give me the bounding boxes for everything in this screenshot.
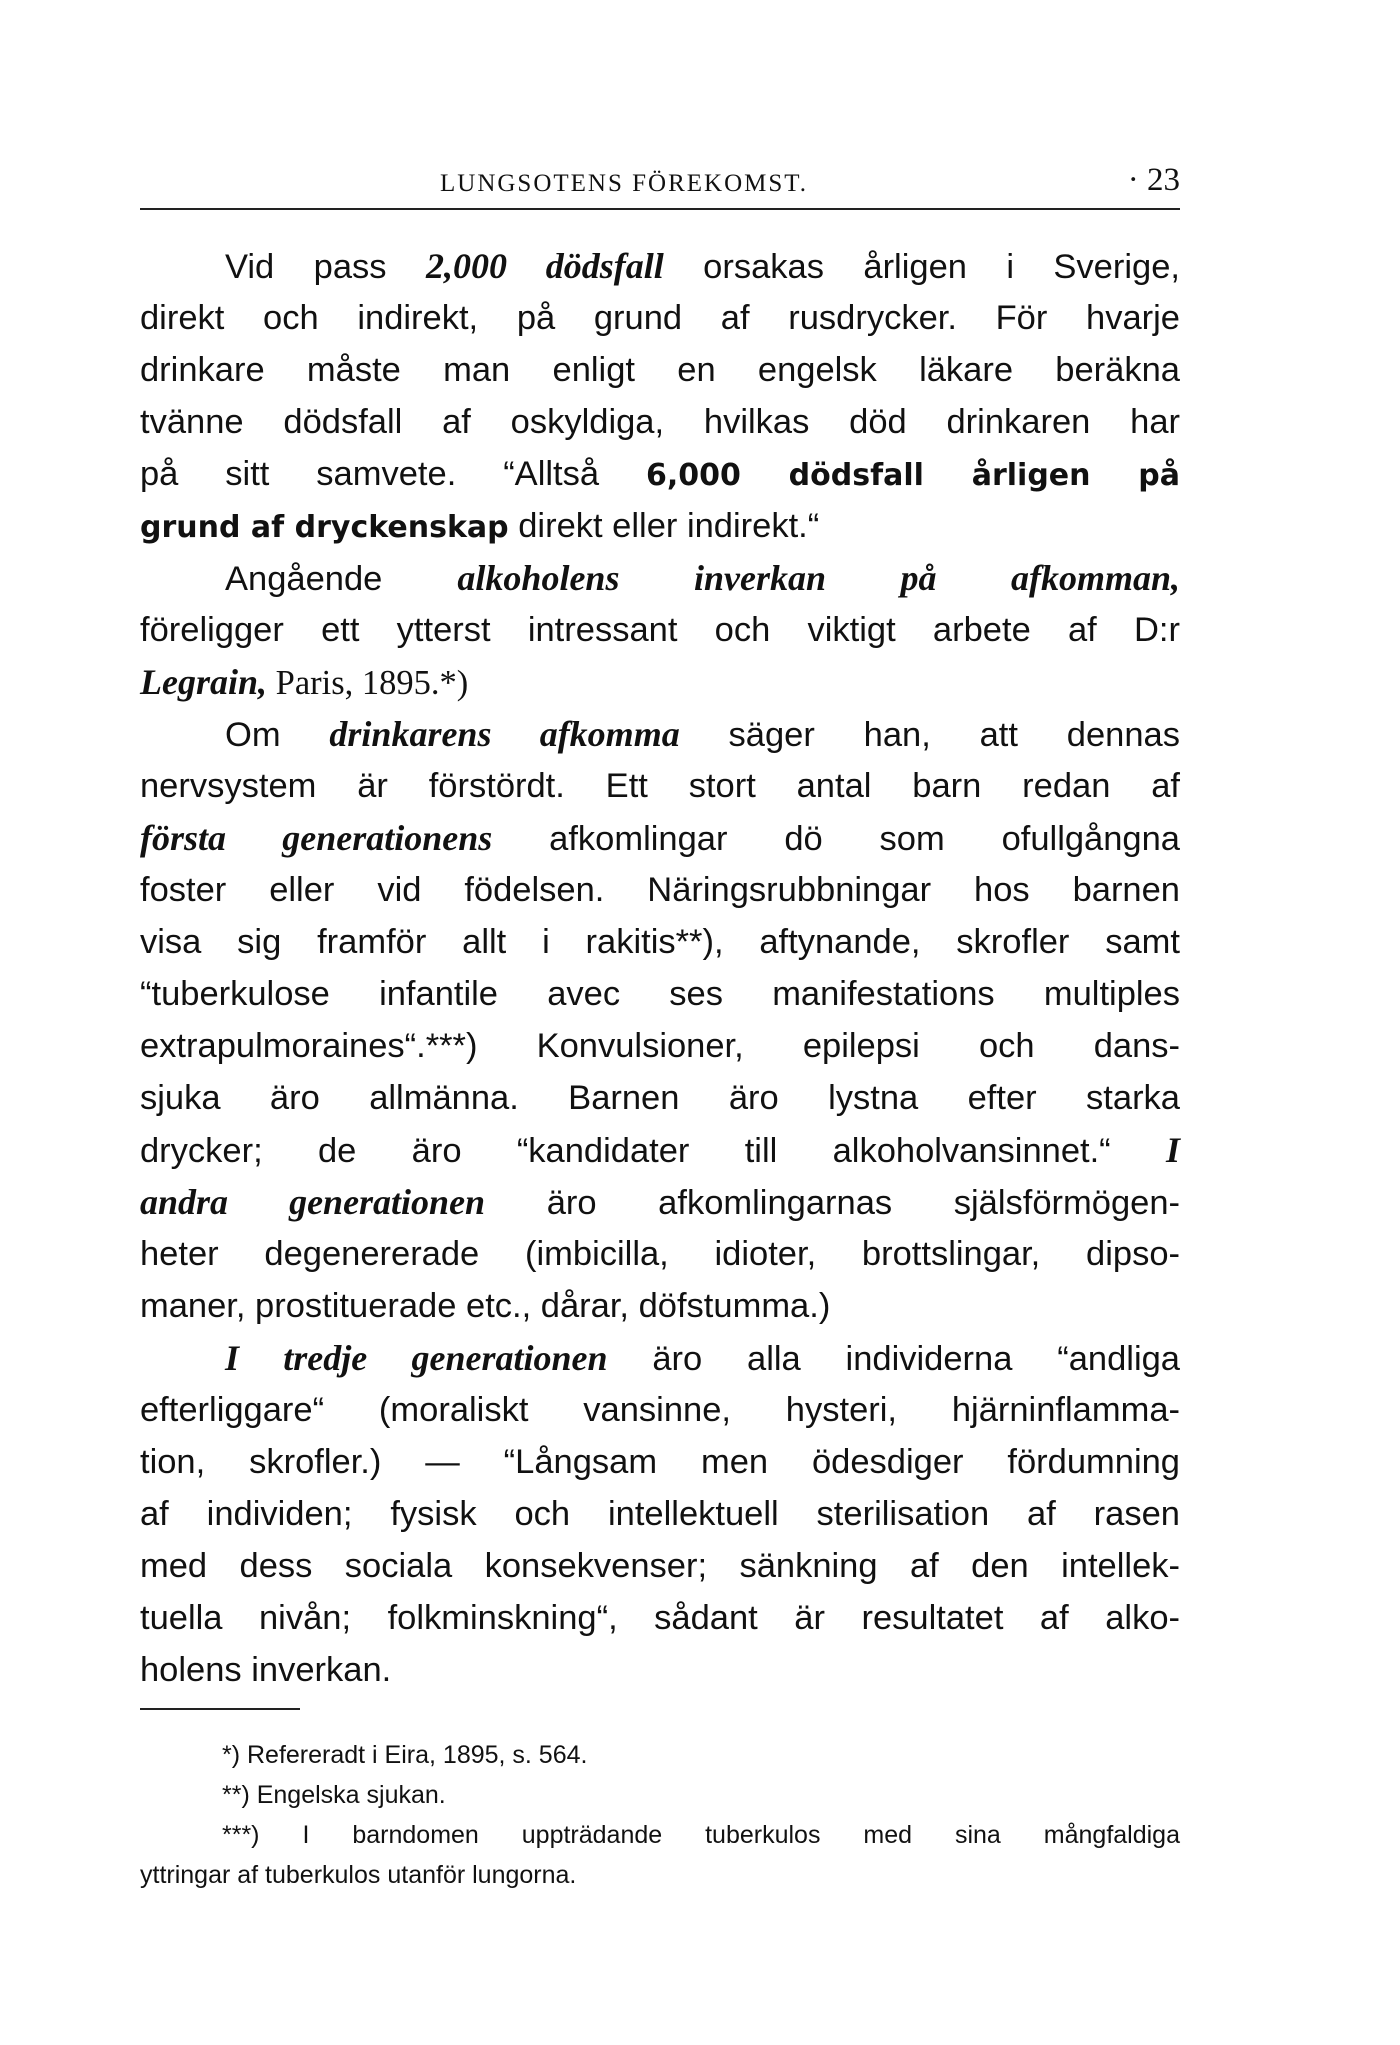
text-line: extrapulmoraines“.***) Konvulsioner, epilepsi och dans- — [140, 1027, 1180, 1065]
footnote: ***) I barndomen uppträdande tuberkulos med sina mångfaldiga — [222, 1821, 1180, 1849]
text-line — [140, 1332, 1180, 1384]
bold-phrase: grund af dryckenskap — [140, 510, 509, 545]
text-line: “tuberkulose infantile avec ses manifestations multiples — [140, 975, 1180, 1013]
text-span: direkt eller indirekt.“ — [508, 507, 820, 545]
text-line — [140, 812, 1180, 864]
text-line — [140, 500, 1180, 552]
text-span: äro afkomlingarnas själsförmögen- — [485, 1184, 1180, 1222]
italic-phrase: I — [1165, 1130, 1180, 1170]
text-span: på sitt samvete. “Alltså — [140, 455, 646, 493]
text-line — [140, 1124, 1180, 1176]
page-number: · 23 — [1127, 162, 1180, 198]
footnote: *) Refereradt i Eira, 1895, s. 564. — [222, 1741, 588, 1769]
italic-phrase: drinkarens afkomma — [329, 714, 680, 754]
header-rule — [140, 208, 1180, 210]
text-line: tvänne dödsfall af oskyldiga, hvilkas död drinkaren har — [140, 403, 1180, 441]
text-line: föreligger ett ytterst intressant och viktigt arbete af D:r — [140, 611, 1180, 649]
footnotes — [140, 1735, 1180, 1895]
text-line — [140, 448, 1180, 500]
text-line — [140, 240, 1180, 292]
text-span: Vid pass — [225, 248, 426, 286]
italic-phrase: I tredje generationen — [225, 1338, 608, 1378]
footnote: yttringar af tuberkulos utanför lungorna. — [140, 1861, 577, 1889]
footnote-rule — [140, 1708, 300, 1710]
running-head — [140, 162, 1180, 210]
text-line: visa sig framför allt i rakitis**), aftynande, skrofler samt — [140, 923, 1180, 961]
italic-phrase: 2,000 dödsfall — [425, 246, 664, 286]
text-line: heter degenererade (imbicilla, idioter, brottslingar, dipso- — [140, 1235, 1180, 1273]
text-line: af individen; fysisk och intellektuell sterilisation af rasen — [140, 1495, 1180, 1533]
text-line: tuella nivån; folkminskning“, sådant är resultatet af alko- — [140, 1599, 1180, 1637]
running-title: LUNGSOTENS FÖREKOMST. — [440, 170, 808, 197]
footnote: **) Engelska sjukan. — [222, 1781, 446, 1809]
text-line: tion, skrofler.) — “Långsam men ödesdiger fördumning — [140, 1443, 1180, 1481]
text-span: Paris, 1895.*) — [267, 664, 469, 702]
text-line: sjuka äro allmänna. Barnen äro lystna efter starka — [140, 1079, 1180, 1117]
text-line: maner, prostituerade etc., dårar, döfstumma.) — [140, 1287, 831, 1325]
text-span: drycker; de äro “kandidater till alkoholvansinnet.“ — [140, 1132, 1166, 1170]
text-span: Angående — [225, 560, 458, 598]
bold-phrase: 6,000 dödsfall årligen på — [645, 458, 1181, 493]
text-span: säger han, att dennas — [679, 716, 1180, 754]
text-line — [140, 656, 1180, 708]
italic-phrase: första generationens — [140, 818, 493, 858]
body-text — [140, 240, 1180, 1696]
text-span: afkomlingar dö som ofullgångna — [492, 820, 1180, 858]
text-line: efterliggare“ (moraliskt vansinne, hysteri, hjärninflamma- — [140, 1391, 1180, 1429]
text-line: holens inverkan. — [140, 1651, 392, 1689]
text-line: med dess sociala konsekvenser; sänkning af den intellek- — [140, 1547, 1180, 1585]
text-line: drinkare måste man enligt en engelsk läkare beräkna — [140, 351, 1180, 389]
text-line — [140, 552, 1180, 604]
text-span: Om — [225, 716, 330, 754]
italic-phrase: Legrain, — [140, 662, 268, 702]
text-line: nervsystem är förstördt. Ett stort antal barn redan af — [140, 767, 1180, 805]
text-line — [140, 1176, 1180, 1228]
text-span: äro alla individerna “andliga — [607, 1340, 1180, 1378]
italic-phrase: alkoholens inverkan på afkomman, — [457, 558, 1180, 598]
italic-phrase: andra generationen — [140, 1182, 486, 1222]
text-line — [140, 708, 1180, 760]
text-line: foster eller vid födelsen. Näringsrubbningar hos barnen — [140, 871, 1180, 909]
text-line: direkt och indirekt, på grund af rusdrycker. För hvarje — [140, 299, 1180, 337]
text-span: orsakas årligen i Sverige, — [663, 248, 1180, 286]
